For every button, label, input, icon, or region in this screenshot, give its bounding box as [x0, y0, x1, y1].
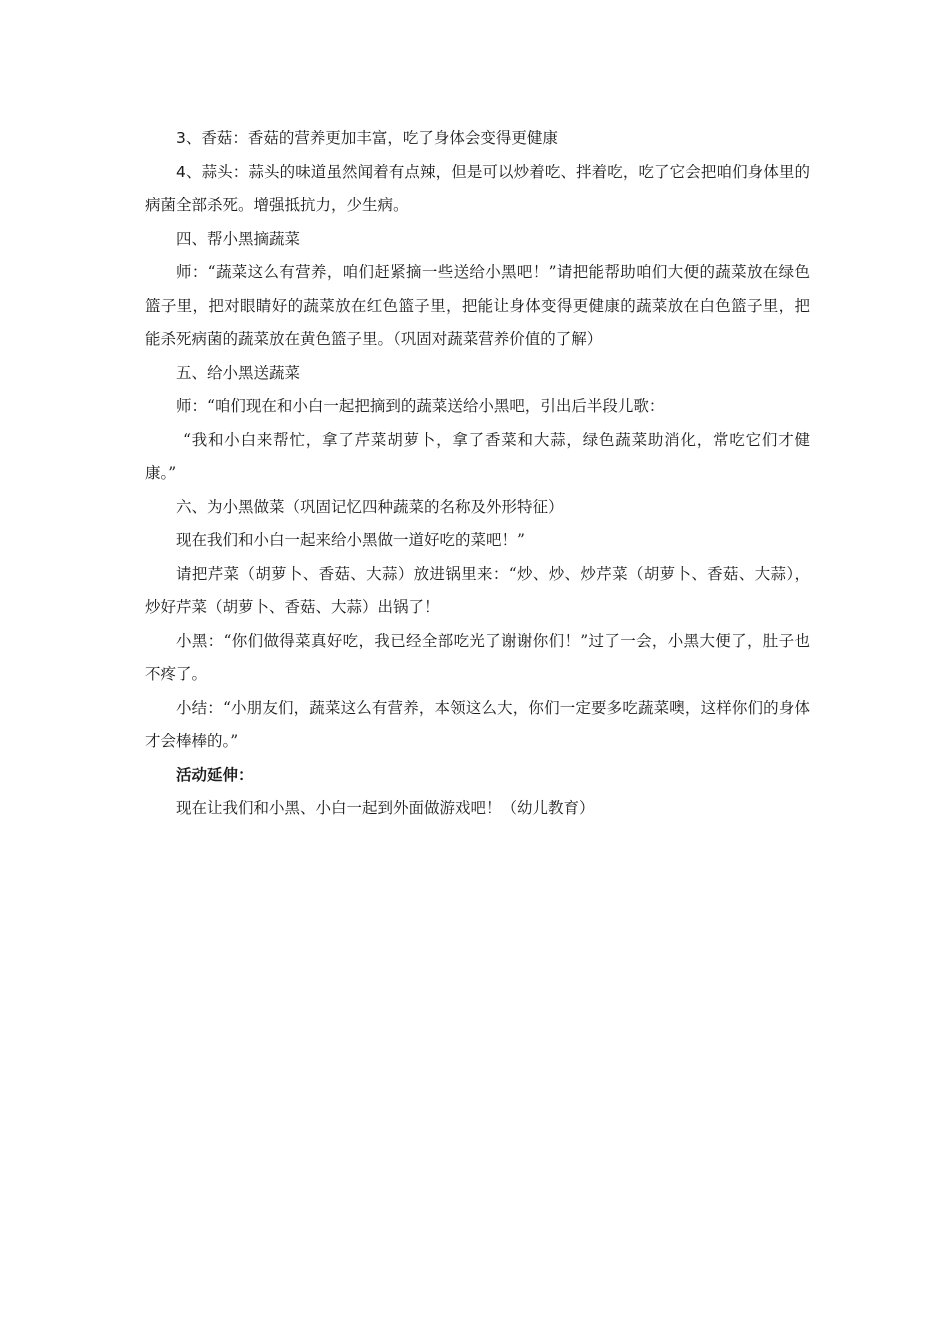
paragraph-text: 、蒜头：蒜头的味道虽然闻着有点辣，但是可以炒着吃、拌着吃，吃了它会把咱们身体里的病菌全部杀死。增强抵抗力，少生病。	[145, 162, 810, 214]
paragraph-shiitake	[145, 122, 810, 156]
paragraph-cook-steps: 请把芹菜（胡萝卜、香菇、大蒜）放进锅里来：“炒、炒、炒芹菜（胡萝卜、香菇、大蒜），炒好芹菜（胡萝卜、香菇、大蒜）出锅了！	[145, 564, 810, 616]
paragraph-teacher-send: 师：“咱们现在和小白一起把摘到的蔬菜送给小黑吧，引出后半段儿歌：	[176, 397, 665, 415]
paragraph-teacher-pick: 师：“蔬菜这么有营养，咱们赶紧摘一些送给小黑吧！”请把能帮助咱们大便的蔬菜放在绿色篮子里，把对眼睛好的蔬菜放在红色篮子里，把能让身体变得更健康的蔬菜放在白色篮子里，把能杀死病菌的蔬菜放在黄色篮子里。（巩固对蔬菜营养价值的了解）	[145, 263, 810, 348]
paragraph-text: 、香菇：香菇的营养更加丰富，吃了身体会变得更健康	[185, 129, 558, 147]
paragraph-xiaohei-thanks: 小黑：“你们做得菜真好吃，我已经全部吃光了谢谢你们！”过了一会，小黑大便了，肚子也不疼了。	[145, 631, 810, 683]
section-heading-send-vegetables: 五、给小黑送蔬菜	[176, 363, 301, 382]
section-heading-extension: 活动延伸：	[176, 765, 254, 784]
document-body	[145, 122, 810, 826]
paragraph-nursery-rhyme: “我和小白来帮忙，拿了芹菜胡萝卜，拿了香菜和大蒜，绿色蔬菜助消化，常吃它们才健康。”	[145, 430, 810, 482]
section-heading-cook: 六、为小黑做菜（巩固记忆四种蔬菜的名称及外形特征）	[176, 497, 564, 516]
item-number: 3	[176, 129, 186, 147]
paragraph-extension: 现在让我们和小黑、小白一起到外面做游戏吧！（幼儿教育）	[176, 799, 595, 817]
section-heading-pick-vegetables: 四、帮小黑摘蔬菜	[176, 229, 301, 248]
paragraph-cook-intro: 现在我们和小白一起来给小黑做一道好吃的菜吧！”	[176, 531, 525, 549]
paragraph-garlic	[145, 156, 810, 223]
item-number: 4	[176, 162, 186, 181]
paragraph-summary: 小结：“小朋友们，蔬菜这么有营养，本领这么大，你们一定要多吃蔬菜噢，这样你们的身体才会棒棒的。”	[145, 698, 810, 750]
